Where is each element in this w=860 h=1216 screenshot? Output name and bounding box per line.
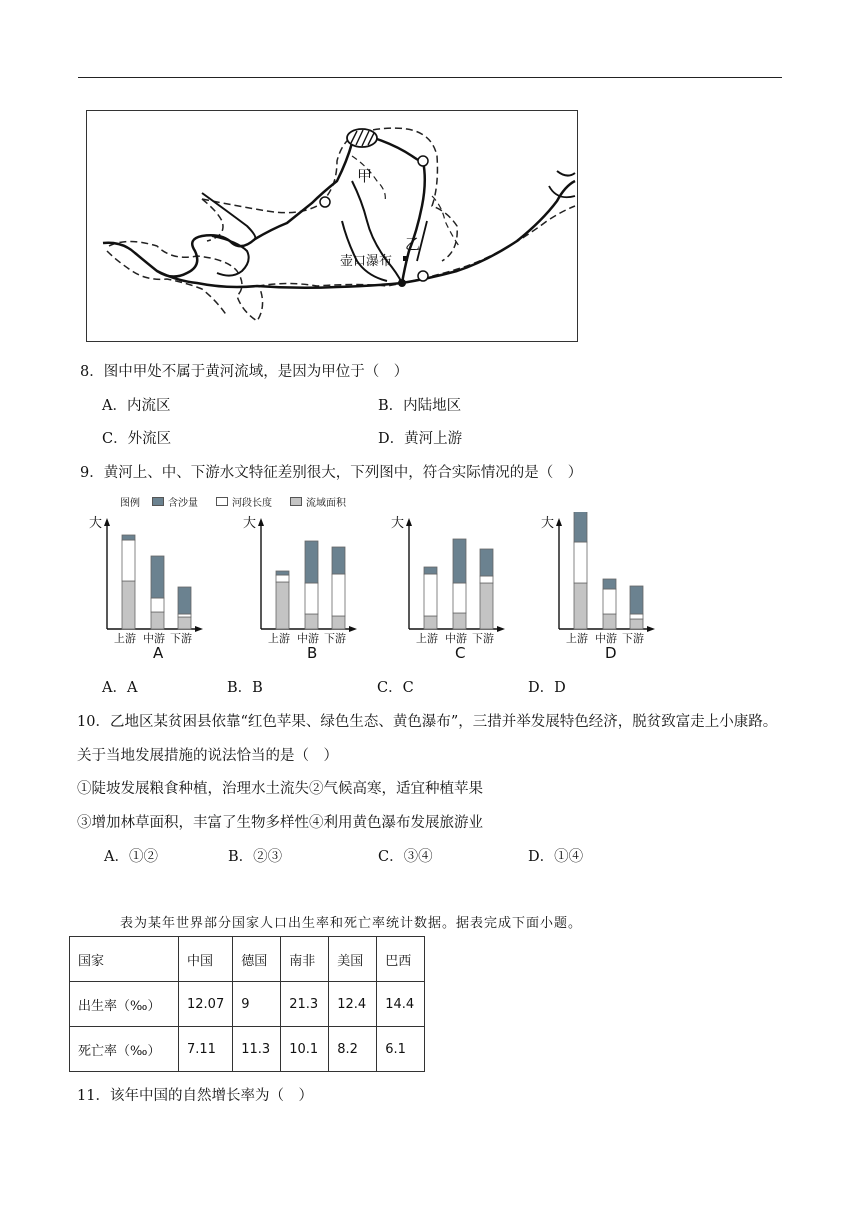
table-cell: 8.2 [329, 1027, 377, 1072]
bar-中游-河段长度 [453, 583, 466, 613]
legend-swatch-sediment [152, 497, 164, 506]
legend-label-sediment: 含沙量 [168, 498, 198, 509]
bar-下游-含沙量 [630, 586, 643, 614]
x-axis-arrow [647, 626, 655, 632]
table-row [70, 982, 425, 1027]
table-header-cell: 中国 [179, 937, 233, 982]
legend-label-area: 流域面积 [306, 498, 346, 509]
bar-上游-流域面积 [122, 581, 135, 629]
bar-下游-流域面积 [332, 616, 345, 629]
question-9-stem: 9．黄河上、中、下游水文特征差别很大，下列图中，符合实际情况的是（ ） [80, 465, 583, 481]
question-10-items-line1: ①陡坡发展粮食种植，治理水土流失②气候高寒，适宜种植苹果 [77, 781, 483, 797]
label-jia: 甲 [357, 167, 373, 185]
x-tick-label: 上游 [114, 632, 136, 645]
chart-a [85, 512, 215, 662]
bar-中游-含沙量 [603, 579, 616, 589]
x-tick-label: 下游 [622, 632, 644, 645]
question-11-stem: 11．该年中国的自然增长率为（ ） [77, 1088, 313, 1104]
chart-b [239, 512, 369, 662]
table-cell: 9 [233, 982, 281, 1027]
q10-option-c: C．③④ [378, 849, 433, 865]
bar-中游-流域面积 [151, 612, 164, 629]
bar-下游-流域面积 [630, 619, 643, 629]
x-axis-arrow [195, 626, 203, 632]
y-axis-arrow [104, 518, 110, 526]
table-header-cell: 美国 [329, 937, 377, 982]
chart-letter: B [307, 644, 318, 662]
yellow-river-map [86, 110, 578, 342]
legend-swatch-length [216, 497, 228, 506]
table-cell: 12.07 [179, 982, 233, 1027]
y-axis-label: 大 [391, 516, 405, 531]
bar-下游-流域面积 [178, 617, 191, 629]
bar-中游-流域面积 [603, 614, 616, 629]
bar-下游-含沙量 [178, 587, 191, 614]
bar-上游-流域面积 [574, 583, 587, 629]
table-caption: 表为某年世界部分国家人口出生率和死亡率统计数据。据表完成下面小题。 [120, 916, 583, 931]
table-cell: 21.3 [281, 982, 329, 1027]
y-axis-label: 大 [541, 516, 555, 531]
bar-下游-含沙量 [480, 549, 493, 576]
bar-中游-河段长度 [603, 589, 616, 614]
q8-option-b: B．内陆地区 [378, 398, 462, 414]
bar-上游-河段长度 [424, 574, 437, 616]
bar-下游-河段长度 [332, 574, 345, 616]
table-header-cell: 巴西 [377, 937, 425, 982]
x-tick-label: 下游 [324, 632, 346, 645]
bar-中游-含沙量 [453, 539, 466, 583]
chart-letter: C [455, 644, 466, 662]
bar-上游-含沙量 [574, 512, 587, 542]
bar-上游-流域面积 [424, 616, 437, 629]
x-tick-label: 上游 [268, 632, 290, 645]
x-tick-label: 中游 [297, 632, 319, 645]
question-10-stem-line1: 10．乙地区某贫困县依靠“红色苹果、绿色生态、黄色瀑布”，三措并举发展特色经济，脱贫致富走上小康路。 [77, 714, 778, 730]
bar-下游-河段长度 [178, 614, 191, 617]
bar-上游-含沙量 [122, 535, 135, 540]
chart-d [537, 512, 667, 662]
legend-swatch-area [290, 497, 302, 506]
bar-下游-河段长度 [630, 614, 643, 619]
q8-option-d: D．黄河上游 [378, 431, 463, 447]
x-tick-label: 下游 [472, 632, 494, 645]
bar-上游-含沙量 [276, 571, 289, 575]
table-cell: 14.4 [377, 982, 425, 1027]
bar-下游-含沙量 [332, 547, 345, 574]
bar-下游-流域面积 [480, 583, 493, 629]
table-cell: 12.4 [329, 982, 377, 1027]
x-axis-arrow [497, 626, 505, 632]
legend-label-length: 河段长度 [232, 498, 272, 509]
question-8-stem: 8．图中甲处不属于黄河流域，是因为甲位于（ ） [80, 364, 409, 380]
table-cell: 10.1 [281, 1027, 329, 1072]
label-hukou-waterfall: 壶口瀑布 [340, 254, 393, 269]
x-tick-label: 中游 [595, 632, 617, 645]
population-table [69, 936, 425, 1072]
q9-option-d: D．D [528, 680, 566, 696]
table-row-label: 出生率（‰） [70, 982, 179, 1027]
table-header-cell: 南非 [281, 937, 329, 982]
bar-上游-河段长度 [122, 540, 135, 581]
question-10-stem-line2: 关于当地发展措施的说法恰当的是（ ） [77, 748, 338, 764]
legend-title: 图例 [120, 498, 140, 509]
table-row [70, 1027, 425, 1072]
q10-option-d: D．①④ [528, 849, 584, 865]
bar-中游-流域面积 [453, 613, 466, 629]
table-header-row [70, 937, 425, 982]
table-cell: 11.3 [233, 1027, 281, 1072]
q8-option-a: A．内流区 [102, 398, 171, 414]
table-header-cell: 德国 [233, 937, 281, 982]
bar-中游-河段长度 [151, 598, 164, 612]
q10-option-a: A．①② [104, 849, 158, 865]
table-cell: 6.1 [377, 1027, 425, 1072]
table-header-cell: 国家 [70, 937, 179, 982]
q10-option-b: B．②③ [228, 849, 283, 865]
x-tick-label: 上游 [416, 632, 438, 645]
x-axis-arrow [349, 626, 357, 632]
table-row-label: 死亡率（‰） [70, 1027, 179, 1072]
x-tick-label: 上游 [566, 632, 588, 645]
map-drawing [87, 111, 577, 341]
bar-中游-流域面积 [305, 614, 318, 629]
bar-中游-含沙量 [151, 556, 164, 598]
bar-上游-河段长度 [574, 542, 587, 583]
label-yi: 乙 [405, 235, 421, 253]
chart-letter: D [605, 644, 617, 662]
question-10-items-line2: ③增加林草面积，丰富了生物多样性④利用黄色瀑布发展旅游业 [77, 815, 483, 831]
chart-c [387, 512, 517, 662]
y-axis-arrow [556, 518, 562, 526]
x-tick-label: 中游 [445, 632, 467, 645]
bar-上游-含沙量 [424, 567, 437, 574]
bar-上游-流域面积 [276, 582, 289, 629]
q9-option-c: C．C [377, 680, 414, 696]
y-axis-arrow [406, 518, 412, 526]
bar-上游-河段长度 [276, 575, 289, 582]
y-axis-arrow [258, 518, 264, 526]
q9-option-b: B．B [227, 680, 263, 696]
bar-中游-河段长度 [305, 583, 318, 614]
y-axis-label: 大 [89, 516, 103, 531]
q9-option-a: A．A [102, 680, 138, 696]
header-rule [78, 77, 782, 78]
q8-option-c: C．外流区 [102, 431, 172, 447]
table-cell: 7.11 [179, 1027, 233, 1072]
chart-letter: A [153, 644, 164, 662]
bar-中游-含沙量 [305, 541, 318, 583]
x-tick-label: 中游 [143, 632, 165, 645]
y-axis-label: 大 [243, 516, 257, 531]
x-tick-label: 下游 [170, 632, 192, 645]
chart-legend [120, 494, 346, 509]
bar-下游-河段长度 [480, 576, 493, 583]
